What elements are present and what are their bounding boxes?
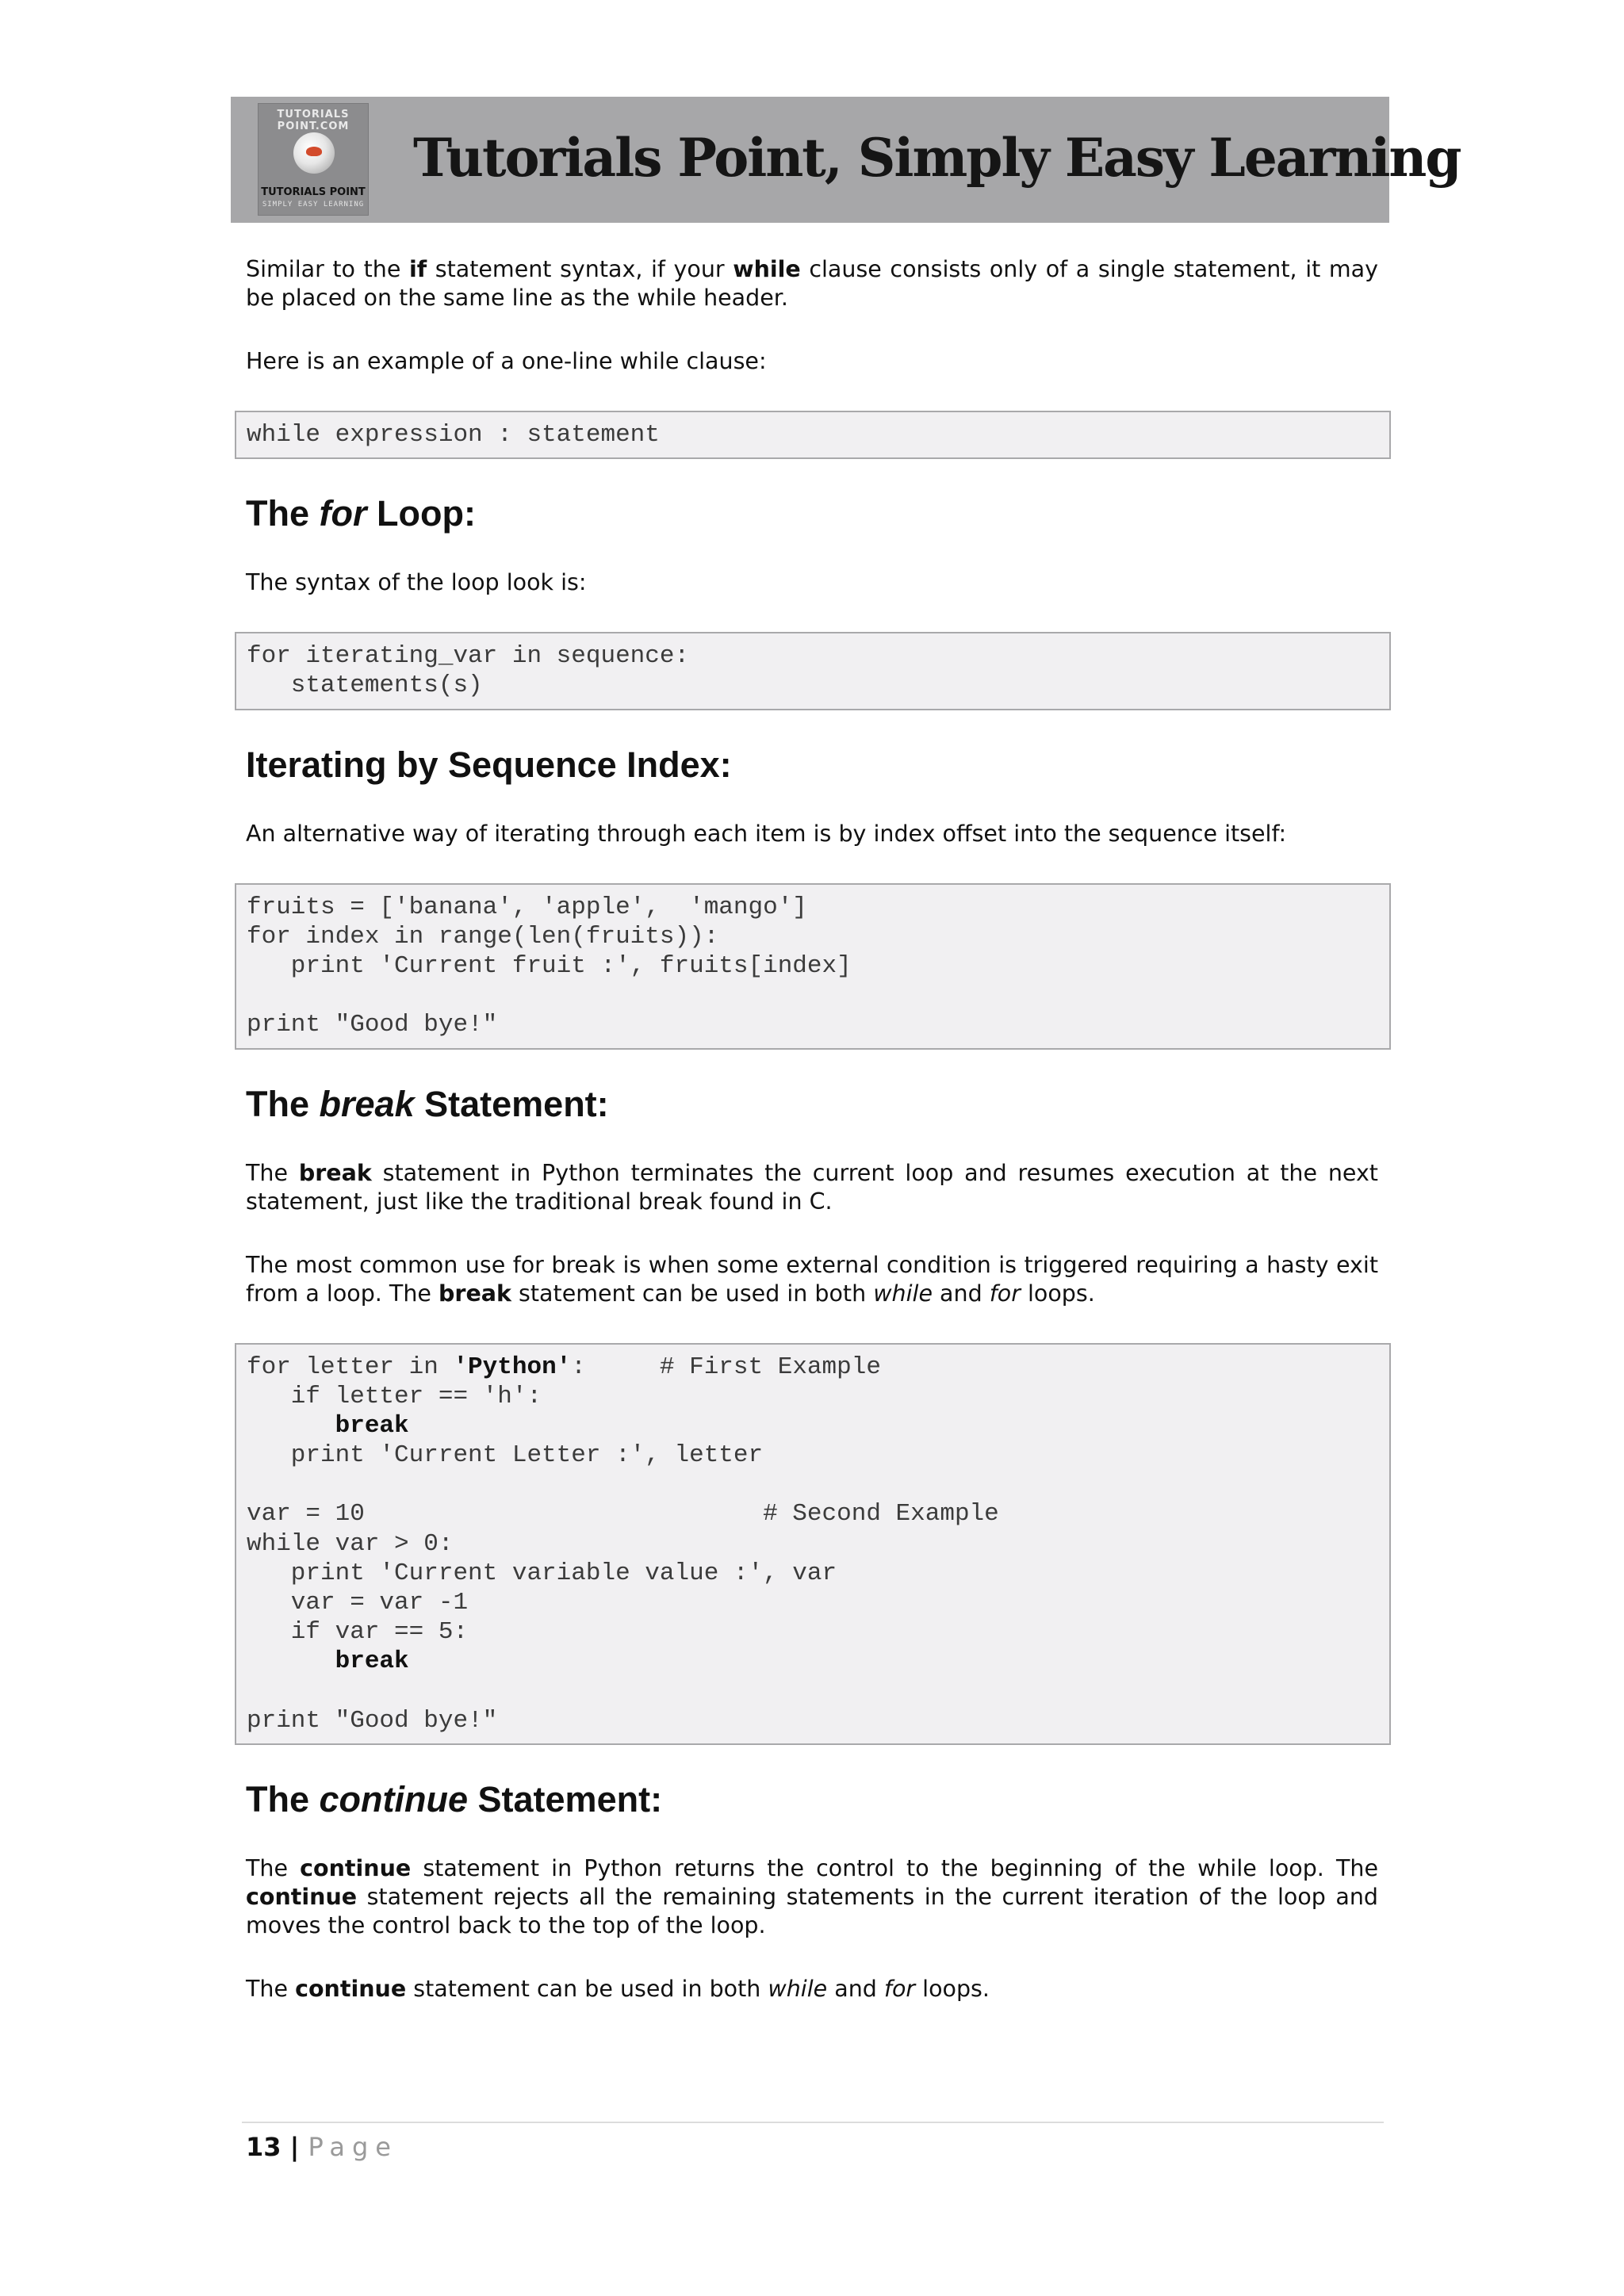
page-number: 13	[246, 2132, 282, 2162]
code-line: print "Good bye!"	[247, 1011, 498, 1039]
paragraph: The syntax of the loop look is:	[246, 569, 587, 596]
code-line: statements(s)	[247, 672, 483, 700]
globe-icon	[293, 132, 335, 174]
code-block	[235, 1343, 1391, 1745]
code-line: while expression : statement	[247, 421, 660, 449]
logo-tagline: SIMPLY EASY LEARNING	[262, 201, 365, 209]
code-line: break	[247, 1411, 409, 1440]
code-line: while var > 0:	[247, 1529, 454, 1558]
paragraph: An alternative way of iterating through each item is by index offset into the sequence itself:	[246, 820, 1287, 847]
logo-arc-text: TUTORIALS POINT.COM	[277, 109, 350, 132]
footer-divider	[242, 2122, 1384, 2123]
page-label: Page	[308, 2132, 398, 2162]
paragraph: The most common use for break is when some external condition is triggered requiring a hasty exit from a loop. The break statement can be used in both while and for loops.	[246, 1251, 1378, 1307]
header-title: Tutorials Point, Simply Easy Learning	[413, 127, 1461, 189]
section-heading-sequence-index: Iterating by Sequence Index:	[246, 744, 732, 785]
paragraph: The continue statement in Python returns the control to the beginning of the while loop. The continue statement rejects all the remaining statements in the current iteration of the loop and moves the control back to the top of the loop.	[246, 1854, 1378, 1938]
code-line	[247, 1470, 1379, 1499]
paragraph: Similar to the if statement syntax, if your while clause consists only of a single statement, it may be placed on the same line as the while header.	[246, 256, 1378, 311]
code-block	[235, 632, 1391, 710]
section-heading-break: The break Statement:	[246, 1083, 609, 1124]
code-line: for index in range(len(fruits)):	[247, 922, 719, 951]
code-block	[235, 883, 1391, 1050]
code-line: fruits = ['banana', 'apple', 'mango']	[247, 893, 807, 921]
code-block	[235, 411, 1391, 459]
logo-name: TUTORIALS POINT	[261, 186, 366, 198]
code-line: if var == 5:	[247, 1618, 469, 1647]
paragraph: Here is an example of a one-line while clause:	[246, 348, 767, 374]
paragraph: The break statement in Python terminates the current loop and resumes execution at the next statement, just like the traditional break found in C.	[246, 1159, 1378, 1215]
code-line: for iterating_var in sequence:	[247, 642, 690, 671]
code-line: var = 10 # Second Example	[247, 1500, 999, 1529]
code-line: print "Good bye!"	[247, 1706, 498, 1735]
page-footer	[246, 2131, 398, 2163]
code-line: print 'Current fruit :', fruits[index]	[247, 951, 852, 980]
code-line: var = var -1	[247, 1589, 469, 1617]
header-band	[231, 97, 1461, 223]
tutorials-point-logo	[258, 103, 369, 216]
code-line	[247, 1677, 1379, 1706]
code-line: print 'Current Letter :', letter	[247, 1441, 764, 1470]
paragraph: The continue statement can be used in both while and for loops.	[246, 1975, 990, 2002]
code-line: print 'Current variable value :', var	[247, 1559, 837, 1587]
footer-separator: |	[281, 2132, 308, 2162]
code-line	[247, 981, 1379, 1010]
page-content	[246, 255, 1378, 2038]
code-line: break	[247, 1647, 409, 1676]
code-line: if letter == 'h':	[247, 1382, 542, 1410]
code-line: for letter in 'Python': # First Example	[247, 1353, 881, 1381]
section-heading-continue: The continue Statement:	[246, 1778, 663, 1820]
section-heading-for-loop: The for Loop:	[246, 493, 476, 534]
